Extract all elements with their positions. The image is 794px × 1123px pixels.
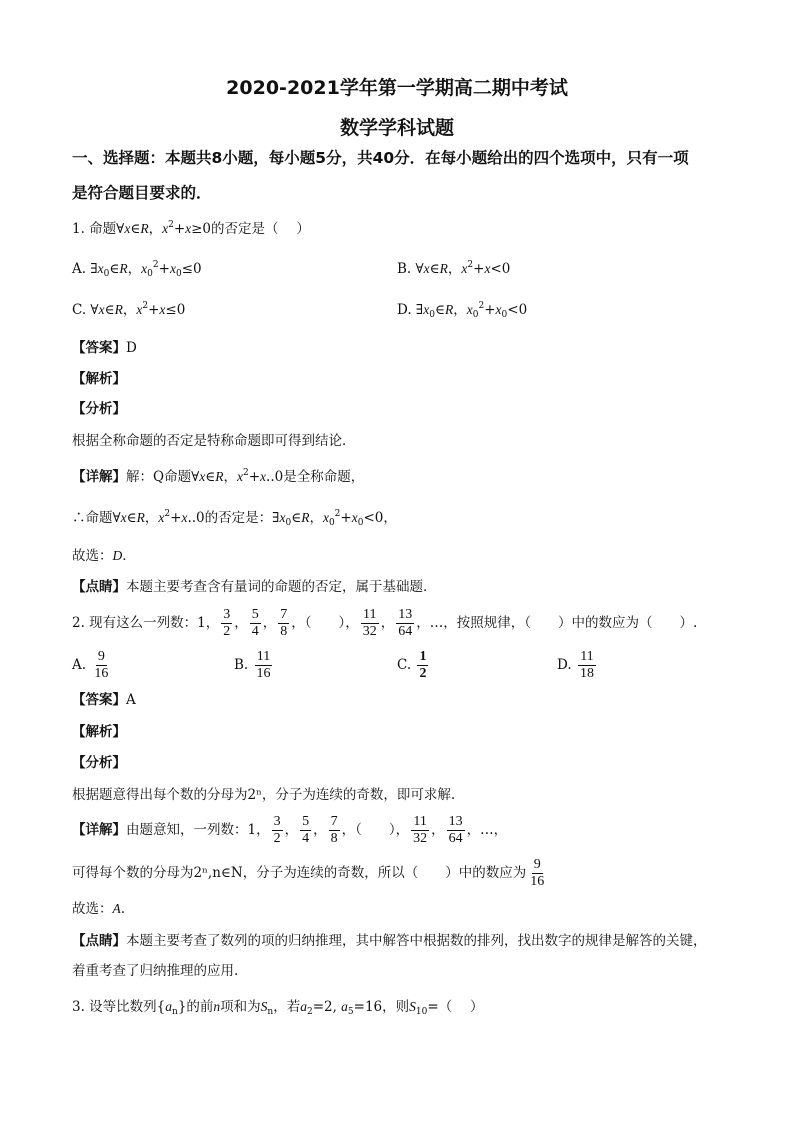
q1-option-b: B. ∀x∈R，$x^2+x<0$ [397,260,511,277]
q1-dianjing: 【点睛】本题主要考查含有量词的命题的否定，属于基础题． [72,579,437,595]
exam-title: 2020-2021学年第一学期高二期中考试 [226,77,568,99]
q2-dianjing-line2: 着重考查了归纳推理的应用. [72,963,239,979]
q1-detail-line2: ∴命题∀x∈R，$x^2+x..0$的否定是：$\exists x_0\in R$，$x_0^2+x_0<0$， [72,509,397,528]
q2-analysis: 根据题意得出每个数的分母为2ⁿ，分子为连续的奇数，即可求解. [72,787,456,803]
q2-jiexi-label: 【解析】 [72,724,126,740]
q1-analysis: 根据全称命题的否定是特称命题即可得到结论． [72,433,356,449]
q1-fenxi-label: 【分析】 [72,401,126,417]
q2-detail-line1: 【详解】由题意知，一列数：1， $\frac{3}{2}$ ， $\frac{5}{4}$ ， $\frac{7}{8}$ ，（ ）， $\frac{11}{32}$ ， $\frac{13}{64}$ ，…， [72,814,508,846]
section-heading-line2: 是符合题目要求的． [72,184,212,202]
exam-subtitle: 数学学科试题 [339,117,454,139]
q1-option-c: C. ∀x∈R，$x^2+x\le 0$ [72,301,186,318]
q2-dianjing-line1: 【点睛】本题主要考查了数列的项的归纳推理，其中解答中根据数的排列，找出数字的规律是解答的关键， [72,933,707,949]
q2-option-c: C. $\frac{1}{2}$ [397,649,427,681]
q2-stem: 2. 现有这么一列数：1， $\frac{3}{2}$ ， $\frac{5}{4}$ ， $\frac{7}{8}$ ，（ ）， $\frac{11}{32}$ ， $\frac{13}{64}$ ，…，按照规律，（ ）中的数应为（ ）. [72,607,698,639]
q1-stem: 1. 命题∀x∈R，$x^2+x\ge 0$的否定是（ ） [72,220,310,237]
q1-detail-line1: 【详解】解：Q命题∀x∈R，$x^2+x..0$是全称命题， [72,468,365,485]
q2-choose: 故选：A. [72,901,126,917]
q1-answer: 【答案】D [72,340,137,356]
q3-stem: 3. 设等比数列$\{a_n\}$的前n项和为$S_n$，若$a_2=2$, $a_5=16$，则$S_{10}=$（ ） [72,999,484,1017]
q2-fenxi-label: 【分析】 [72,755,126,771]
q2-option-b: B. $\frac{11}{16}$ [234,649,271,681]
q2-option-d: D. $\frac{11}{18}$ [557,649,594,681]
q1-choose: 故选：D． [72,548,136,564]
q1-jiexi-label: 【解析】 [72,371,126,387]
q2-option-a: A. $\frac{9}{16}$ [72,649,109,681]
q1-option-d: D. $\exists x_0\in R$，$x_0^2+x_0<0$ [397,301,528,320]
q1-option-a: A. $\exists x_0\in R$，$x_0^2+x_0\le 0$ [72,260,202,279]
q2-detail-line2: 可得每个数的分母为2ⁿ,n∈N，分子为连续的奇数，所以（ ）中的数应为 $\frac{9}{16}$ [72,857,545,889]
q2-answer: 【答案】A [72,692,136,708]
section-heading-line1: 一、选择题：本题共8小题，每小题5分，共40分．在每小题给出的四个选项中，只有一项 [72,149,689,167]
